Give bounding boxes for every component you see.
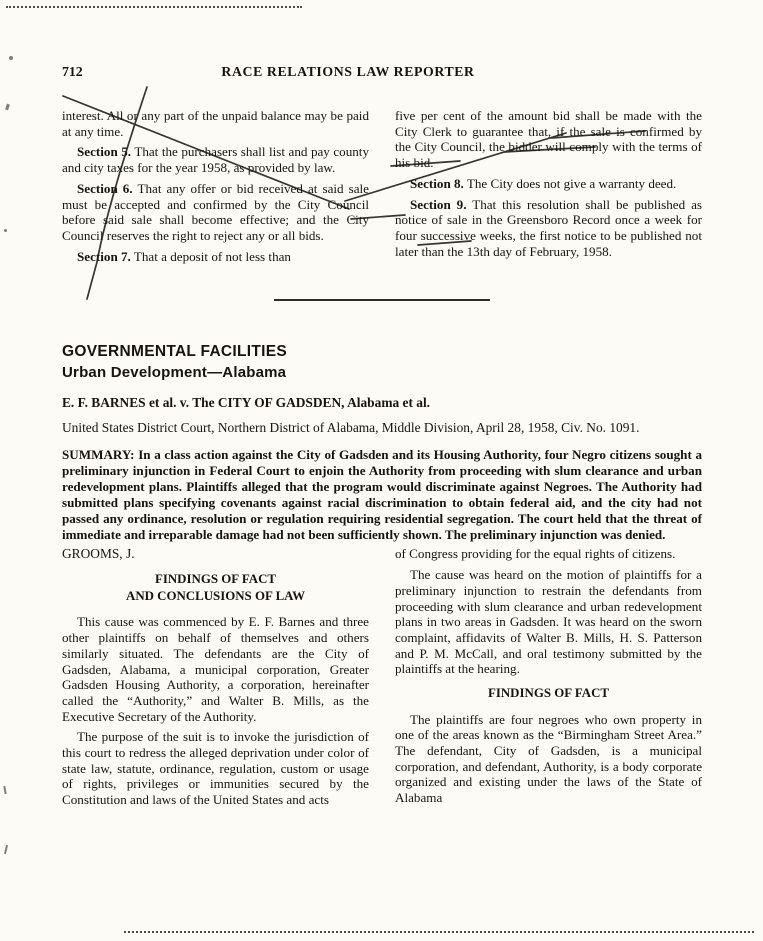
summary-text: In a class action against the City of Gadsden and its Housing Authority, four Negro citizens sought a preliminary injunction in Federal Court to enjoin the Authority from proceeding with slum clearance and urban redevelopment plans. Plaintiffs alleged that the program would discriminate against Negroes. The Authority had submitted plans specifying covenants against racial discrimination to obtain federal aid, and the city had not passed any ordinance, resolution or regulation requiring residential segregation. The court held that the threat of immediate and irreparable damage had not been sufficiently shown. The preliminary injunction was denied. [62,446,703,542]
resolution-continuation-right: five per cent of the amount bid shall be made with the City Clerk to guarantee that, if the sale is confirmed by the City Council, the bidder will comply with the terms of his bid. [395,108,702,171]
page-number: 712 [62,64,83,79]
court-citation: United States District Court, Northern District of Alabama, Middle Division, April 28, 1958, Civ. No. 1091. [62,419,640,435]
resolution-section-7: Section 7. That a deposit of not less than [77,248,291,264]
resolution-section-6: Section 6. That any offer or bid received at said sale must be accepted and confirmed by the City Council before said sale shall become effective; and the City Council reserves the right to reject any or all bids. [62,180,369,243]
subsection-heading: Urban Development—Alabama [62,363,287,381]
opinion-paragraph: The plaintiffs are four negroes who own property in one of the areas known as the “Birmingham Street Area.” The defendant, City of Gadsden, is a municipal corporation, and defendant, Authority, is a body corporate organized and existing under the laws of the State of Alabama [395,711,702,806]
opinion-left-column [62,546,369,812]
case-summary [62,447,702,543]
case-title: E. F. BARNES et al. v. The CITY OF GADSDEN, Alabama et al. [62,394,431,410]
section-heading: GOVERNMENTAL FACILITIES [62,343,288,361]
running-head [62,64,702,82]
publication-title: RACE RELATIONS LAW REPORTER [221,64,475,79]
opinion-columns [62,546,702,812]
resolution-excerpt-columns [62,108,702,269]
scan-edge-dots-top [6,6,302,8]
scan-edge-dots-bottom [124,931,754,933]
judge-name: GROOMS, J. [62,546,135,562]
opinion-paragraph-continuation: of Congress providing for the equal rights of citizens. [395,546,676,562]
opinion-paragraph: The cause was heard on the motion of plaintiffs for a preliminary injunction to restrain the defendants from proceeding with slum clearance and urban redevelopment plans in two areas in Gadsden. It was heard on the sworn complaint, affidavits of Walter B. Mills, H. S. Patterson and P. M. McCall, and oral testimony submitted by the plaintiffs at the hearing. [395,567,702,677]
margin-speck [3,786,6,794]
resolution-section-9: Section 9. That this resolution shall be published as notice of sale in the Greensboro Record once a week for four successive weeks, the first notice to be published not later than the 13th day of February, 1958. [395,196,702,259]
document-page [62,64,702,813]
opinion-paragraph: This cause was commenced by E. F. Barnes and three other plaintiffs on behalf of themselves and others similarly situated. The defendants are the City of Gadsden, Alabama, a municipal corporation, Greater Gadsden Housing Authority, a corporation, hereinafter called the “Authority,” and Walter B. Mills, as the Executive Secretary of the Authority. [62,614,369,724]
section-divider-rule [274,299,490,301]
resolution-left-column [62,108,369,269]
summary-label: SUMMARY: [62,446,135,462]
resolution-section-5: Section 5. That the purchasers shall list and pay county and city taxes for the year 1958, as provided by law. [62,144,369,176]
opinion-heading: FINDINGS OF FACT AND CONCLUSIONS OF LAW [126,571,305,603]
margin-speck [4,229,7,232]
resolution-continuation: interest. All or any part of the unpaid balance may be paid at any time. [62,108,369,139]
opinion-paragraph: The purpose of the suit is to invoke the jurisdiction of this court to redress the alleged deprivation under color of state law, statute, ordinance, regulation, custom or usage of rights, privileges or immunities secured by the Constitution and laws of the United States and acts [62,729,369,808]
margin-speck [4,845,8,854]
findings-heading: FINDINGS OF FACT [487,686,610,701]
resolution-section-8: Section 8. The City does not give a warranty deed. [410,175,677,191]
resolution-right-column [395,108,702,269]
margin-speck [5,104,10,111]
opinion-right-column [395,546,702,812]
margin-speck [9,56,13,60]
